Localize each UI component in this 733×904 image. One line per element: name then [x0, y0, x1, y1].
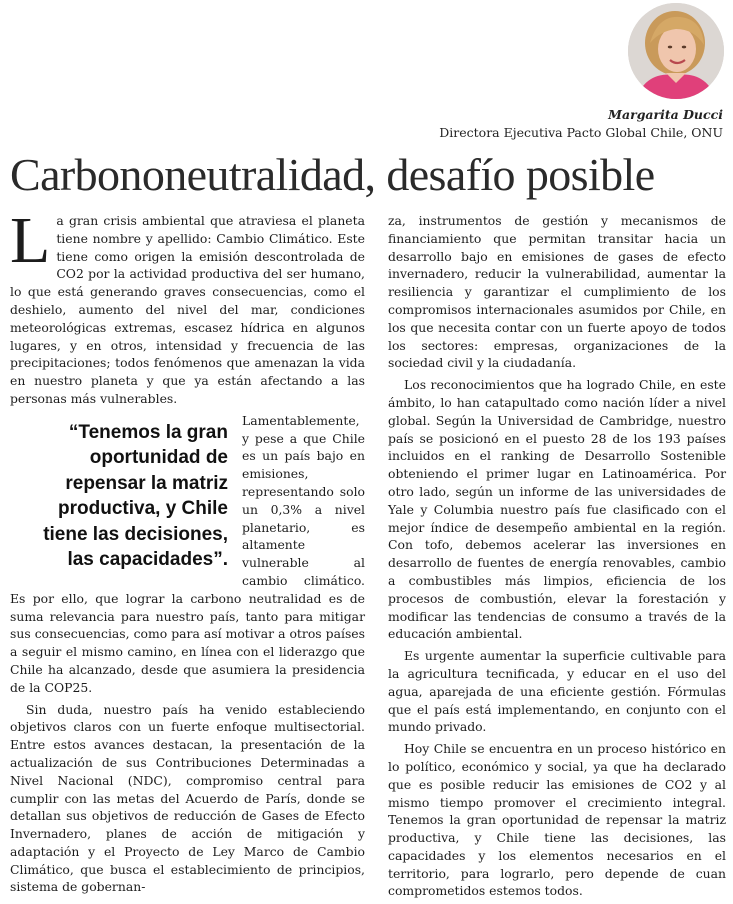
author-portrait — [628, 3, 724, 99]
author-role: Directora Ejecutiva Pacto Global Chile, ONU — [439, 125, 723, 140]
paragraph-5: Es urgente aumentar la superficie cultivable para la agricultura tecnificada, y educar en el uso del agua, aparejada de una eficiente gestión. Fórmulas que el país está implementando, en conjunto con el mundo privado. — [388, 648, 726, 735]
paragraph-2: Lamentablemente, y pese a que Chile es un país bajo en emisiones, representando solo un 0,3% a nivel planetario, es altamente vulnerable al cambio climático. Es por ello, que lograr la carbono neutralidad es de suma relevancia para nuestro país, tanto para mitigar sus consecuencias, como para así motivar a otros países a seguir el mismo camino, en línea con el liderazgo que Chile ha alcanzado, desde que asumiera la presidencia de la COP25. — [10, 412, 365, 695]
paragraph-6: Hoy Chile se encuentra en un proceso histórico en lo político, económico y social, ya que ha declarado que es posible reducir las emisiones de CO2 y al mismo tiempo promover el crecimiento integral. Tenemos la gran oportunidad de repensar la matriz productiva, y Chile tiene las decisiones, las capacidades y los elementos necesarios en el territorio, para lograrlo, pero depende de cuan comprometidos estemos todos. — [388, 741, 726, 899]
paragraph-1 — [10, 204, 365, 408]
paragraph-3-continued: za, instrumentos de gestión y mecanismos de financiamiento que permitan transitar hacia un desarrollo bajo en emisiones de gases de efecto invernadero, reducir la vulnerabilidad, aumentar la resiliencia y garantizar el cumplimiento de los compromisos internacionales asumidos por Chile, en los que necesita contar con un fuerte apoyo de todos los sectores: empresas, organizaciones de la sociedad civil y la ciudadanía. — [388, 213, 726, 371]
paragraph-3: Sin duda, nuestro país ha venido estableciendo objetivos claros con un fuerte enfoque multisectorial. Entre estos avances destacan, la presentación de la actualización de sus Contribuciones Determinadas a Nivel Nacional (NDC), compromiso central para cumplir con las metas del Acuerdo de París, donde se detallan sus objetivos de reducción de Gases de Efecto Invernadero, planes de acción de mitigación y adaptación y el Proyecto de Ley Marco de Cambio Climático, que busca el establecimiento de principios, sistema de gobernan- — [10, 701, 365, 895]
paragraph-4: Los reconocimientos que ha logrado Chile, en este ámbito, lo han catapultado como nación líder a nivel global. Según la Universidad de Cambridge, nuestro país se posicionó en el puesto 28 de los 193 países incluidos en el ranking de Desarrollo Sostenible obteniendo el primer lugar en Latinoamérica. Por otro lado, según un informe de las universidades de Yale y Columbia nuestro país fue clasificado con el mejor índice de desempeño ambiental en la región. Con tofo, debemos acelerar las inversiones en desarrollo de fuentes de energía renovables, cambio a combustibles más limpios, eficiencia de los procesos de combustión, elevar la forestación y modificar las tendencias de consumo a través de la educación ambiental. — [388, 377, 726, 642]
paragraph-1-text: a gran crisis ambiental que atraviesa el planeta tiene nombre y apellido: Cambio Climático. Este tiene como origen la emisión descontrolada de CO2 por la actividad productiva del ser humano, lo que está generando graves consecuencias, como el deshielo, aumento del nivel del mar, condiciones meteorológicas extremas, escasez hídrica en algunos lugares, y en otros, intensidad y frecuencia de las precipitaciones; todos fenómenos que amenazan la vida en nuestro planeta y que ya están afectando a las personas más vulnerables. — [10, 213, 365, 406]
dropcap: L — [10, 204, 51, 277]
right-column — [388, 212, 726, 904]
left-column — [10, 204, 365, 900]
author-byline — [439, 106, 723, 142]
pull-quote: “Tenemos la gran oportunidad de repensar la matriz productiva, y Chile tiene las decisiones, las capacidades”. — [43, 421, 228, 571]
portrait-illustration — [628, 3, 724, 99]
author-name: Margarita Ducci — [608, 107, 723, 122]
article-title: Carbononeutralidad, desafío posible — [10, 149, 655, 200]
